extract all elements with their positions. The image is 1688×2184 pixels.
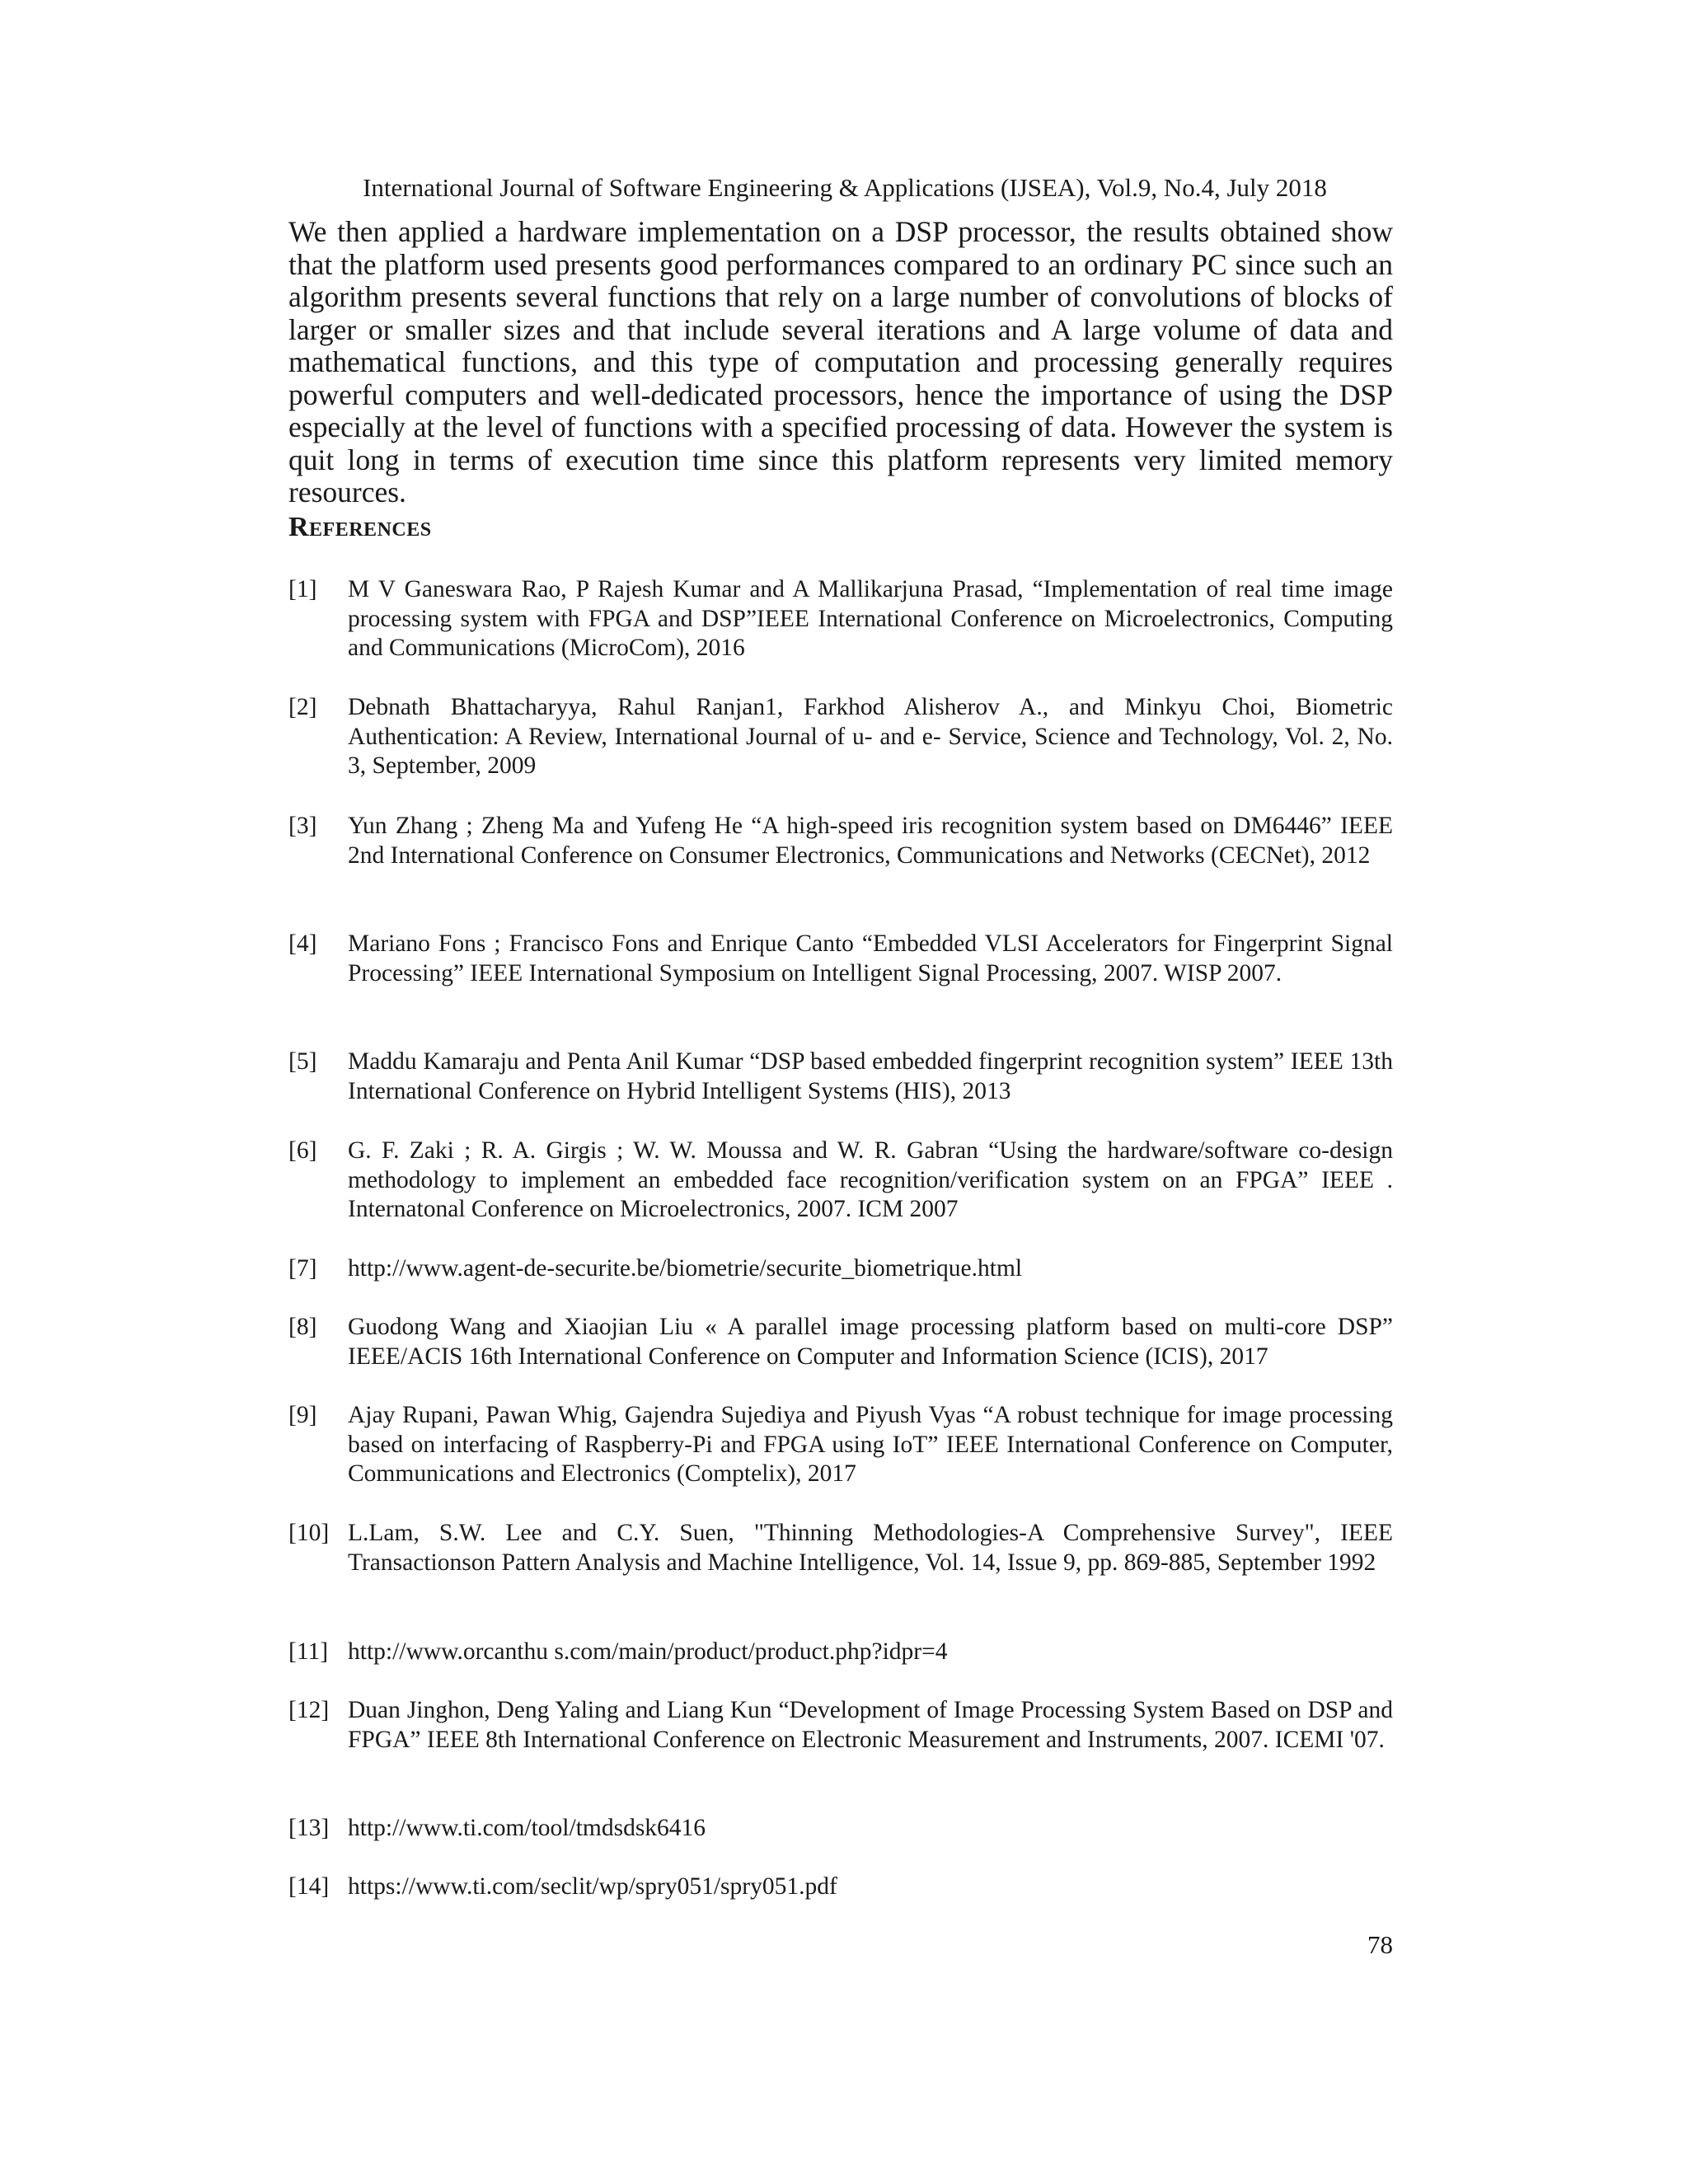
- reference-item-13: [288, 1814, 1393, 1844]
- reference-number: [2]: [288, 694, 317, 720]
- reference-item-3: [288, 812, 1393, 870]
- reference-number: [13]: [288, 1815, 330, 1841]
- reference-number: [1]: [288, 576, 317, 602]
- reference-item-12: [288, 1696, 1393, 1755]
- reference-text: https://www.ti.com/seclit/wp/spry051/spry051.pdf: [348, 1873, 837, 1900]
- reference-item-10: [288, 1519, 1393, 1577]
- reference-text: http://www.orcanthu s.com/main/product/product.php?idpr=4: [348, 1638, 948, 1665]
- reference-text: Guodong Wang and Xiaojian Liu « A parallel image processing platform based on multi-core DSP” IEEE/ACIS 16th International Conference on Computer and Information Science (ICIS), 2017: [348, 1314, 1393, 1370]
- reference-text: G. F. Zaki ; R. A. Girgis ; W. W. Moussa and W. R. Gabran “Using the hardware/software co-design methodology to implement an embedded face recognition/verification system on an FPGA” IEEE . Internatonal Conference on Microelectronics, 2007. ICM 2007: [348, 1137, 1393, 1222]
- reference-number: [5]: [288, 1048, 317, 1075]
- reference-number: [9]: [288, 1402, 317, 1428]
- reference-text: http://www.agent-de-securite.be/biometrie/securite_biometrique.html: [348, 1255, 1023, 1282]
- references-heading: References: [288, 512, 432, 542]
- reference-text: L.Lam, S.W. Lee and C.Y. Suen, "Thinning Methodologies-A Comprehensive Survey", IEEE Transactionson Pattern Analysis and Machine Intelligence, Vol. 14, Issue 9, pp. 869-885, September 1992: [348, 1520, 1393, 1576]
- reference-number: [3]: [288, 813, 317, 839]
- reference-item-4: [288, 930, 1393, 988]
- reference-text: Mariano Fons ; Francisco Fons and Enrique Canto “Embedded VLSI Accelerators for Fingerprint Signal Processing” IEEE International Symposium on Intelligent Signal Processing, 2007. WISP 2007.: [348, 930, 1393, 987]
- reference-number: [10]: [288, 1520, 330, 1546]
- reference-item-2: [288, 693, 1393, 781]
- reference-number: [11]: [288, 1638, 329, 1665]
- page-number: 78: [1367, 1930, 1393, 1959]
- reference-text: Yun Zhang ; Zheng Ma and Yufeng He “A high-speed iris recognition system based on DM6446” IEEE 2nd International Conference on Consumer Electronics, Communications and Networks (CECNet), 2012: [348, 813, 1393, 869]
- reference-item-6: [288, 1137, 1393, 1225]
- reference-item-9: [288, 1401, 1393, 1489]
- reference-item-5: [288, 1047, 1393, 1106]
- reference-text: http://www.ti.com/tool/tmdsdsk6416: [348, 1815, 706, 1841]
- reference-item-7: [288, 1254, 1393, 1284]
- reference-item-1: [288, 575, 1393, 663]
- reference-number: [14]: [288, 1873, 330, 1900]
- reference-item-14: [288, 1872, 1393, 1902]
- reference-item-8: [288, 1313, 1393, 1371]
- reference-number: [8]: [288, 1314, 317, 1340]
- reference-text: M V Ganeswara Rao, P Rajesh Kumar and A Mallikarjuna Prasad, “Implementation of real time image processing system with FPGA and DSP”IEEE International Conference on Microelectronics, Computing and Communications (MicroCom), 2016: [348, 576, 1393, 661]
- reference-number: [6]: [288, 1137, 317, 1164]
- reference-item-11: [288, 1638, 1393, 1667]
- reference-text: Maddu Kamaraju and Penta Anil Kumar “DSP based embedded fingerprint recognition system” IEEE 13th International Conference on Hybrid Intelligent Systems (HIS), 2013: [348, 1048, 1393, 1104]
- reference-text: Ajay Rupani, Pawan Whig, Gajendra Sujediya and Piyush Vyas “A robust technique for image processing based on interfacing of Raspberry-Pi and FPGA using IoT” IEEE International Conference on Computer, Communications and Electronics (Comptelix), 2017: [348, 1402, 1393, 1487]
- reference-number: [7]: [288, 1255, 317, 1282]
- reference-text: Duan Jinghon, Deng Yaling and Liang Kun “Development of Image Processing System Based on DSP and FPGA” IEEE 8th International Conference on Electronic Measurement and Instruments, 2007. ICEMI '07.: [348, 1697, 1393, 1753]
- running-header: International Journal of Software Engineering & Applications (IJSEA), Vol.9, No.4, July 2018: [363, 173, 1327, 202]
- reference-number: [12]: [288, 1697, 330, 1723]
- reference-text: Debnath Bhattacharyya, Rahul Ranjan1, Farkhod Alisherov A., and Minkyu Choi, Biometric Authentication: A Review, International Journal of u- and e- Service, Science and Technology, Vol. 2, No. 3, September, 2009: [348, 694, 1393, 779]
- conclusion-paragraph: We then applied a hardware implementation on a DSP processor, the results obtained show that the platform used presents good performances compared to an ordinary PC since such an algorithm presents several functions that rely on a large number of convolutions of blocks of larger or smaller sizes and that include several iterations and A large volume of data and mathematical functions, and this type of computation and processing generally requires powerful computers and well-dedicated processors, hence the importance of using the DSP especially at the level of functions with a specified processing of data. However the system is quit long in terms of execution time since this platform represents very limited memory resources.: [288, 215, 1393, 509]
- reference-number: [4]: [288, 930, 317, 957]
